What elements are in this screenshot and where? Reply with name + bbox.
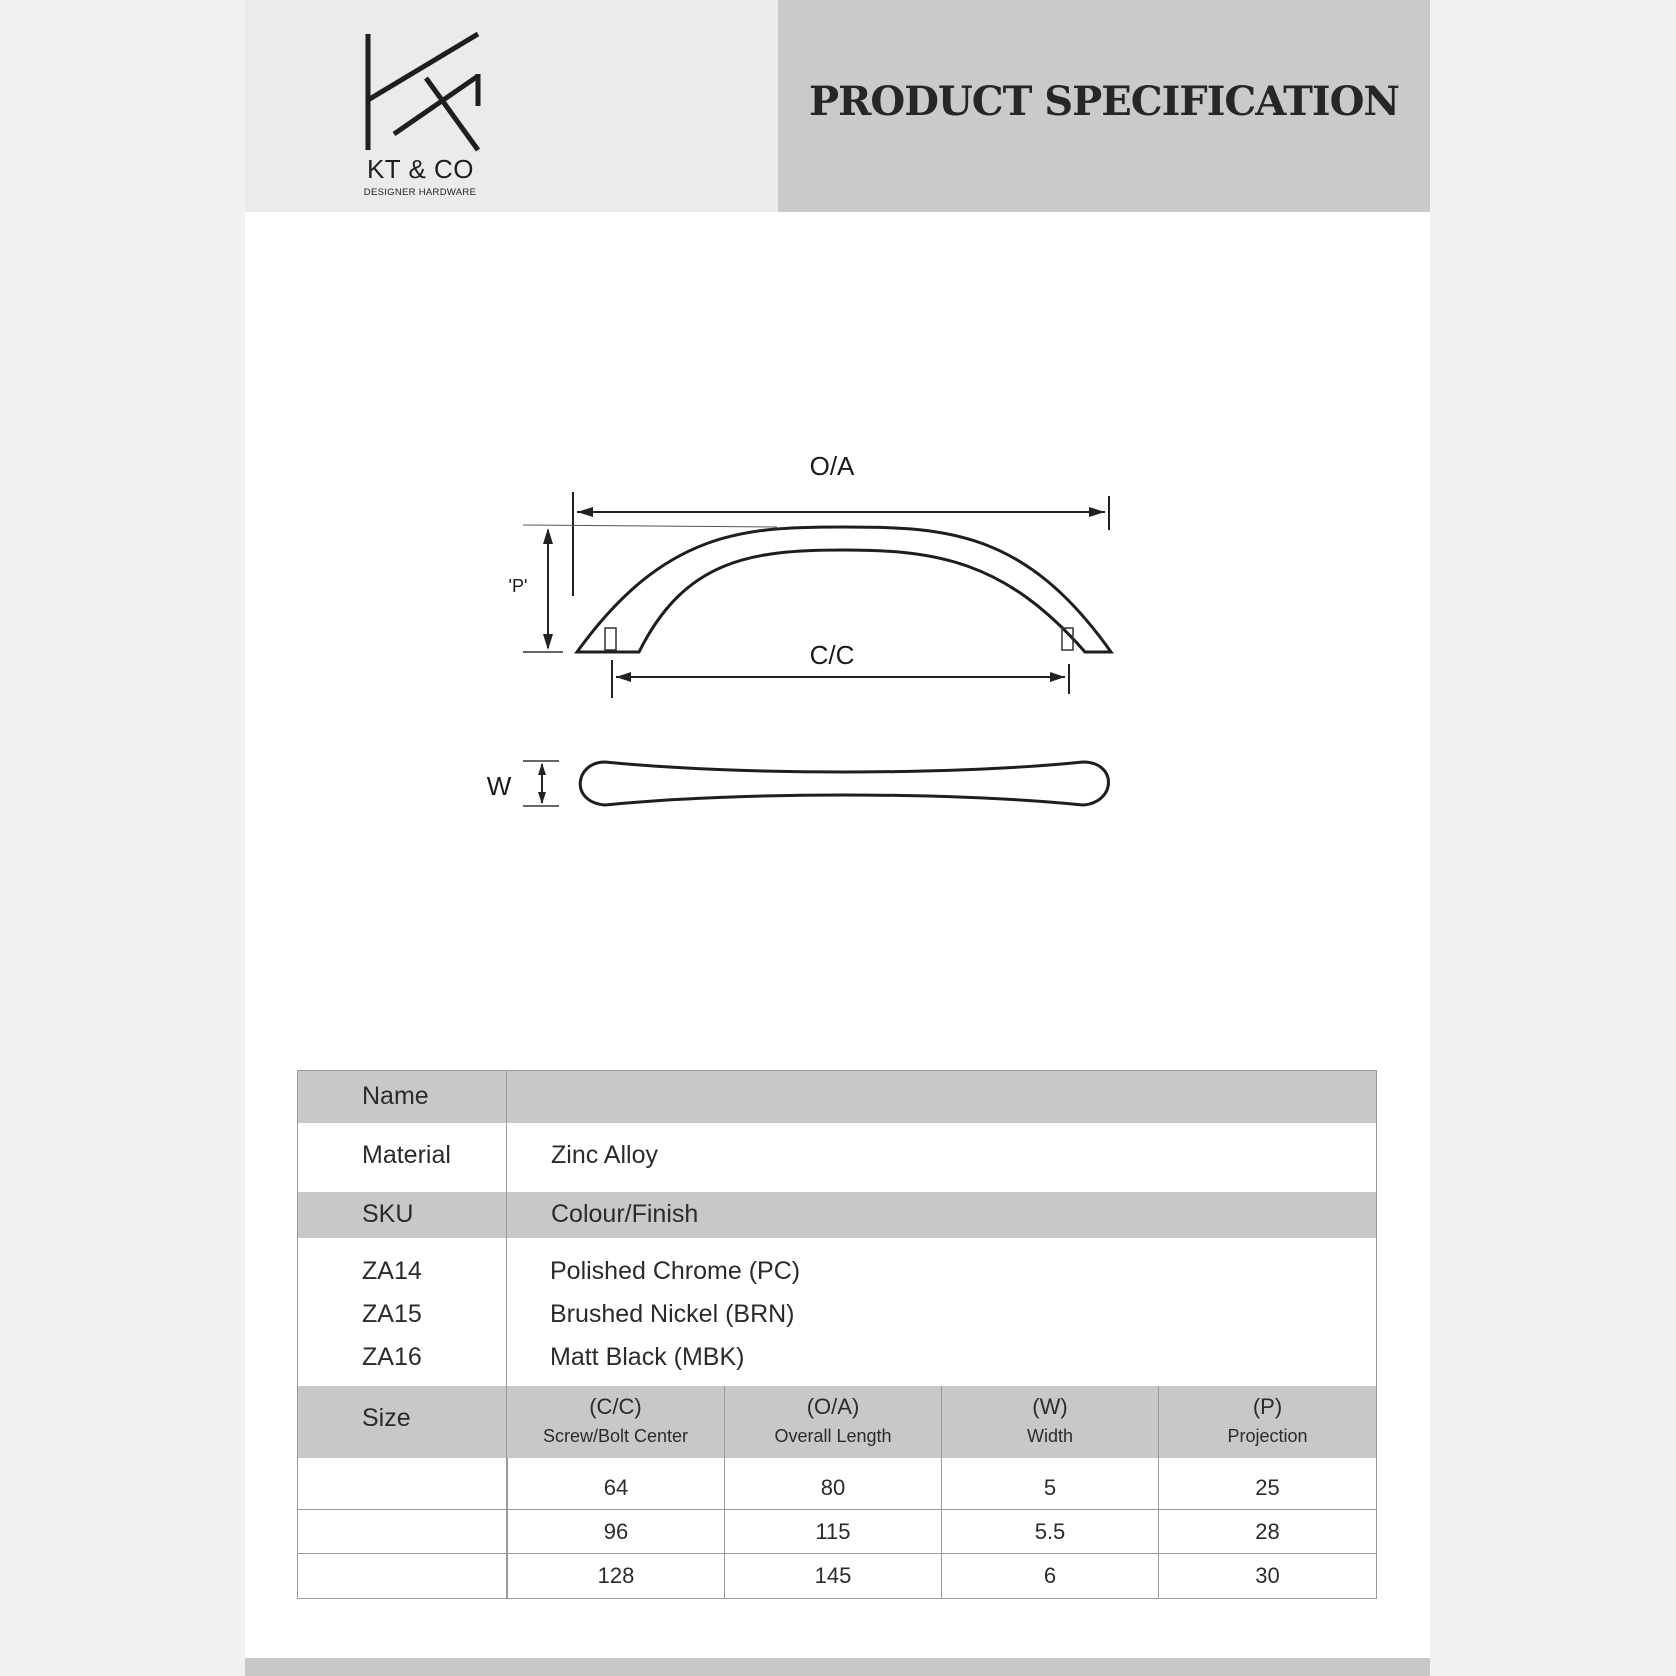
name-row [298,1071,1376,1123]
table-row: 96 115 5.5 28 [298,1510,1376,1554]
size-label: Size [362,1404,411,1432]
spec-sheet [245,0,1430,1676]
page-title: PRODUCT SPECIFICATION [809,78,1399,125]
variants-row [298,1238,1376,1386]
finish-item: Polished Chrome (PC) [550,1257,801,1285]
center-to-center-label: C/C [809,640,855,670]
size-col-p: (P) Projection [1158,1386,1376,1458]
finish-list [550,1250,800,1379]
sku-item: ZA16 [362,1343,422,1371]
material-label: Material [362,1141,451,1169]
handle-top-view-shape [580,762,1108,805]
finish-label: Colour/Finish [551,1200,699,1228]
overall-length-label: O/A [809,451,855,481]
brand-name: KT & CO [366,154,475,184]
size-col-cc: (C/C) Screw/Bolt Center [542,1394,689,1446]
size-col-oa: (O/A) Overall Length [724,1386,941,1458]
handle-arch-shape [577,527,1111,652]
table-row: 128 145 6 30 [298,1554,1376,1598]
projection-label: 'P' [508,576,528,596]
sku-item: ZA15 [362,1300,422,1328]
width-label: W [486,771,512,801]
footer-band [245,1658,1430,1676]
brand-tagline: DESIGNER HARDWARE [363,187,477,198]
table-row: 64 80 5 25 [298,1458,1376,1510]
size-table-body [298,1458,1376,1598]
spec-table [297,1070,1377,1599]
sku-list [362,1250,422,1379]
material-value: Zinc Alloy [551,1141,658,1169]
sku-header-row [298,1192,1376,1238]
handle-dimension-drawing [245,0,1430,900]
sku-label: SKU [362,1200,414,1228]
material-row [298,1123,1376,1192]
sku-item: ZA14 [362,1257,422,1285]
size-header-row [298,1386,1376,1458]
finish-item: Brushed Nickel (BRN) [550,1300,795,1328]
finish-item: Matt Black (MBK) [550,1343,745,1371]
size-col-w: (W) Width [941,1386,1158,1458]
name-label: Name [362,1082,429,1110]
